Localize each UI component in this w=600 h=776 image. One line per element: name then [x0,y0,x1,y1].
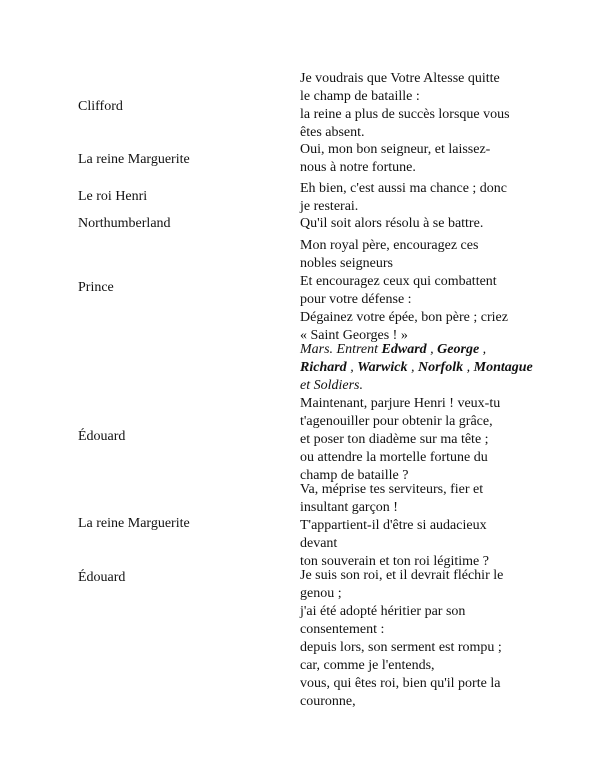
dialogue-line: la reine a plus de succès lorsque vous [300,107,510,122]
dialogue-line: Mon royal père, encouragez ces [300,238,479,253]
dialogue-line: et poser ton diadème sur ma tête ; [300,432,489,447]
stage-direction-tail: et Soldiers. [300,378,363,393]
dialogue-line: Je voudrais que Votre Altesse quitte [300,71,500,86]
dialogue-lines [300,567,535,711]
dialogue-lines [300,215,535,233]
dialogue-lines [300,237,535,345]
dialogue-lines [300,395,535,485]
dialogue-lines [300,481,535,571]
dialogue-line: le champ de bataille : [300,89,420,104]
character-name: Norfolk [418,360,464,375]
dialogue-line: car, comme je l'entends, [300,658,435,673]
dialogue-line: je resterai. [300,199,359,214]
dialogue-line: vous, qui êtes roi, bien qu'il porte la [300,676,501,691]
dialogue-line: genou ; [300,586,342,601]
speaker-name: Édouard [78,570,126,585]
separator: , [350,360,354,375]
character-name: Edward [381,342,427,357]
dialogue-line: nous à notre fortune. [300,160,416,175]
speaker-name: Northumberland [78,216,171,231]
dialogue-line: ton souverain et ton roi légitime ? [300,554,489,569]
speaker-name: Clifford [78,99,123,114]
dialogue-line: nobles seigneurs [300,256,393,271]
dialogue-line: consentement : [300,622,385,637]
speaker-name: La reine Marguerite [78,516,190,531]
stage-direction-intro: Mars. Entrent [300,342,379,357]
dialogue-line: pour votre défense : [300,292,412,307]
dialogue-line: Qu'il soit alors résolu à se battre. [300,216,484,231]
dialogue-line: t'agenouiller pour obtenir la grâce, [300,414,493,429]
dialogue-line: « Saint Georges ! » [300,328,408,343]
speaker-name: Prince [78,280,114,295]
dialogue-line: Eh bien, c'est aussi ma chance ; donc [300,181,508,196]
dialogue-line: champ de bataille ? [300,468,409,483]
stage-direction [300,341,535,395]
dialogue-line: devant [300,536,338,551]
dialogue-line: depuis lors, son serment est rompu ; [300,640,502,655]
dialogue-line: Et encouragez ceux qui combattent [300,274,497,289]
character-name: Warwick [357,360,408,375]
character-name: Richard [300,360,347,375]
dialogue-line: insultant garçon ! [300,500,398,515]
character-name: Montague [473,360,533,375]
dialogue-line: Maintenant, parjure Henri ! veux-tu [300,396,501,411]
separator: , [411,360,415,375]
speaker-name: La reine Marguerite [78,152,190,167]
dialogue-line: Oui, mon bon seigneur, et laissez- [300,142,491,157]
separator: , [466,360,471,375]
speaker-name: Le roi Henri [78,189,148,204]
dialogue-line: Va, méprise tes serviteurs, fier et [300,482,484,497]
character-name: George [437,342,480,357]
dialogue-line: êtes absent. [300,125,365,140]
dialogue-lines [300,180,535,216]
separator: , [430,342,434,357]
dialogue-line: j'ai été adopté héritier par son [300,604,466,619]
dialogue-line: ou attendre la mortelle fortune du [300,450,488,465]
dialogue-line: Je suis son roi, et il devrait fléchir le [300,568,504,583]
dialogue-lines [300,70,535,142]
separator: , [482,342,487,357]
dialogue-line: Dégainez votre épée, bon père ; criez [300,310,508,325]
dialogue-lines [300,141,535,177]
dialogue-line: couronne, [300,694,356,709]
speaker-name: Édouard [78,429,126,444]
dialogue-line: T'appartient-il d'être si audacieux [300,518,487,533]
